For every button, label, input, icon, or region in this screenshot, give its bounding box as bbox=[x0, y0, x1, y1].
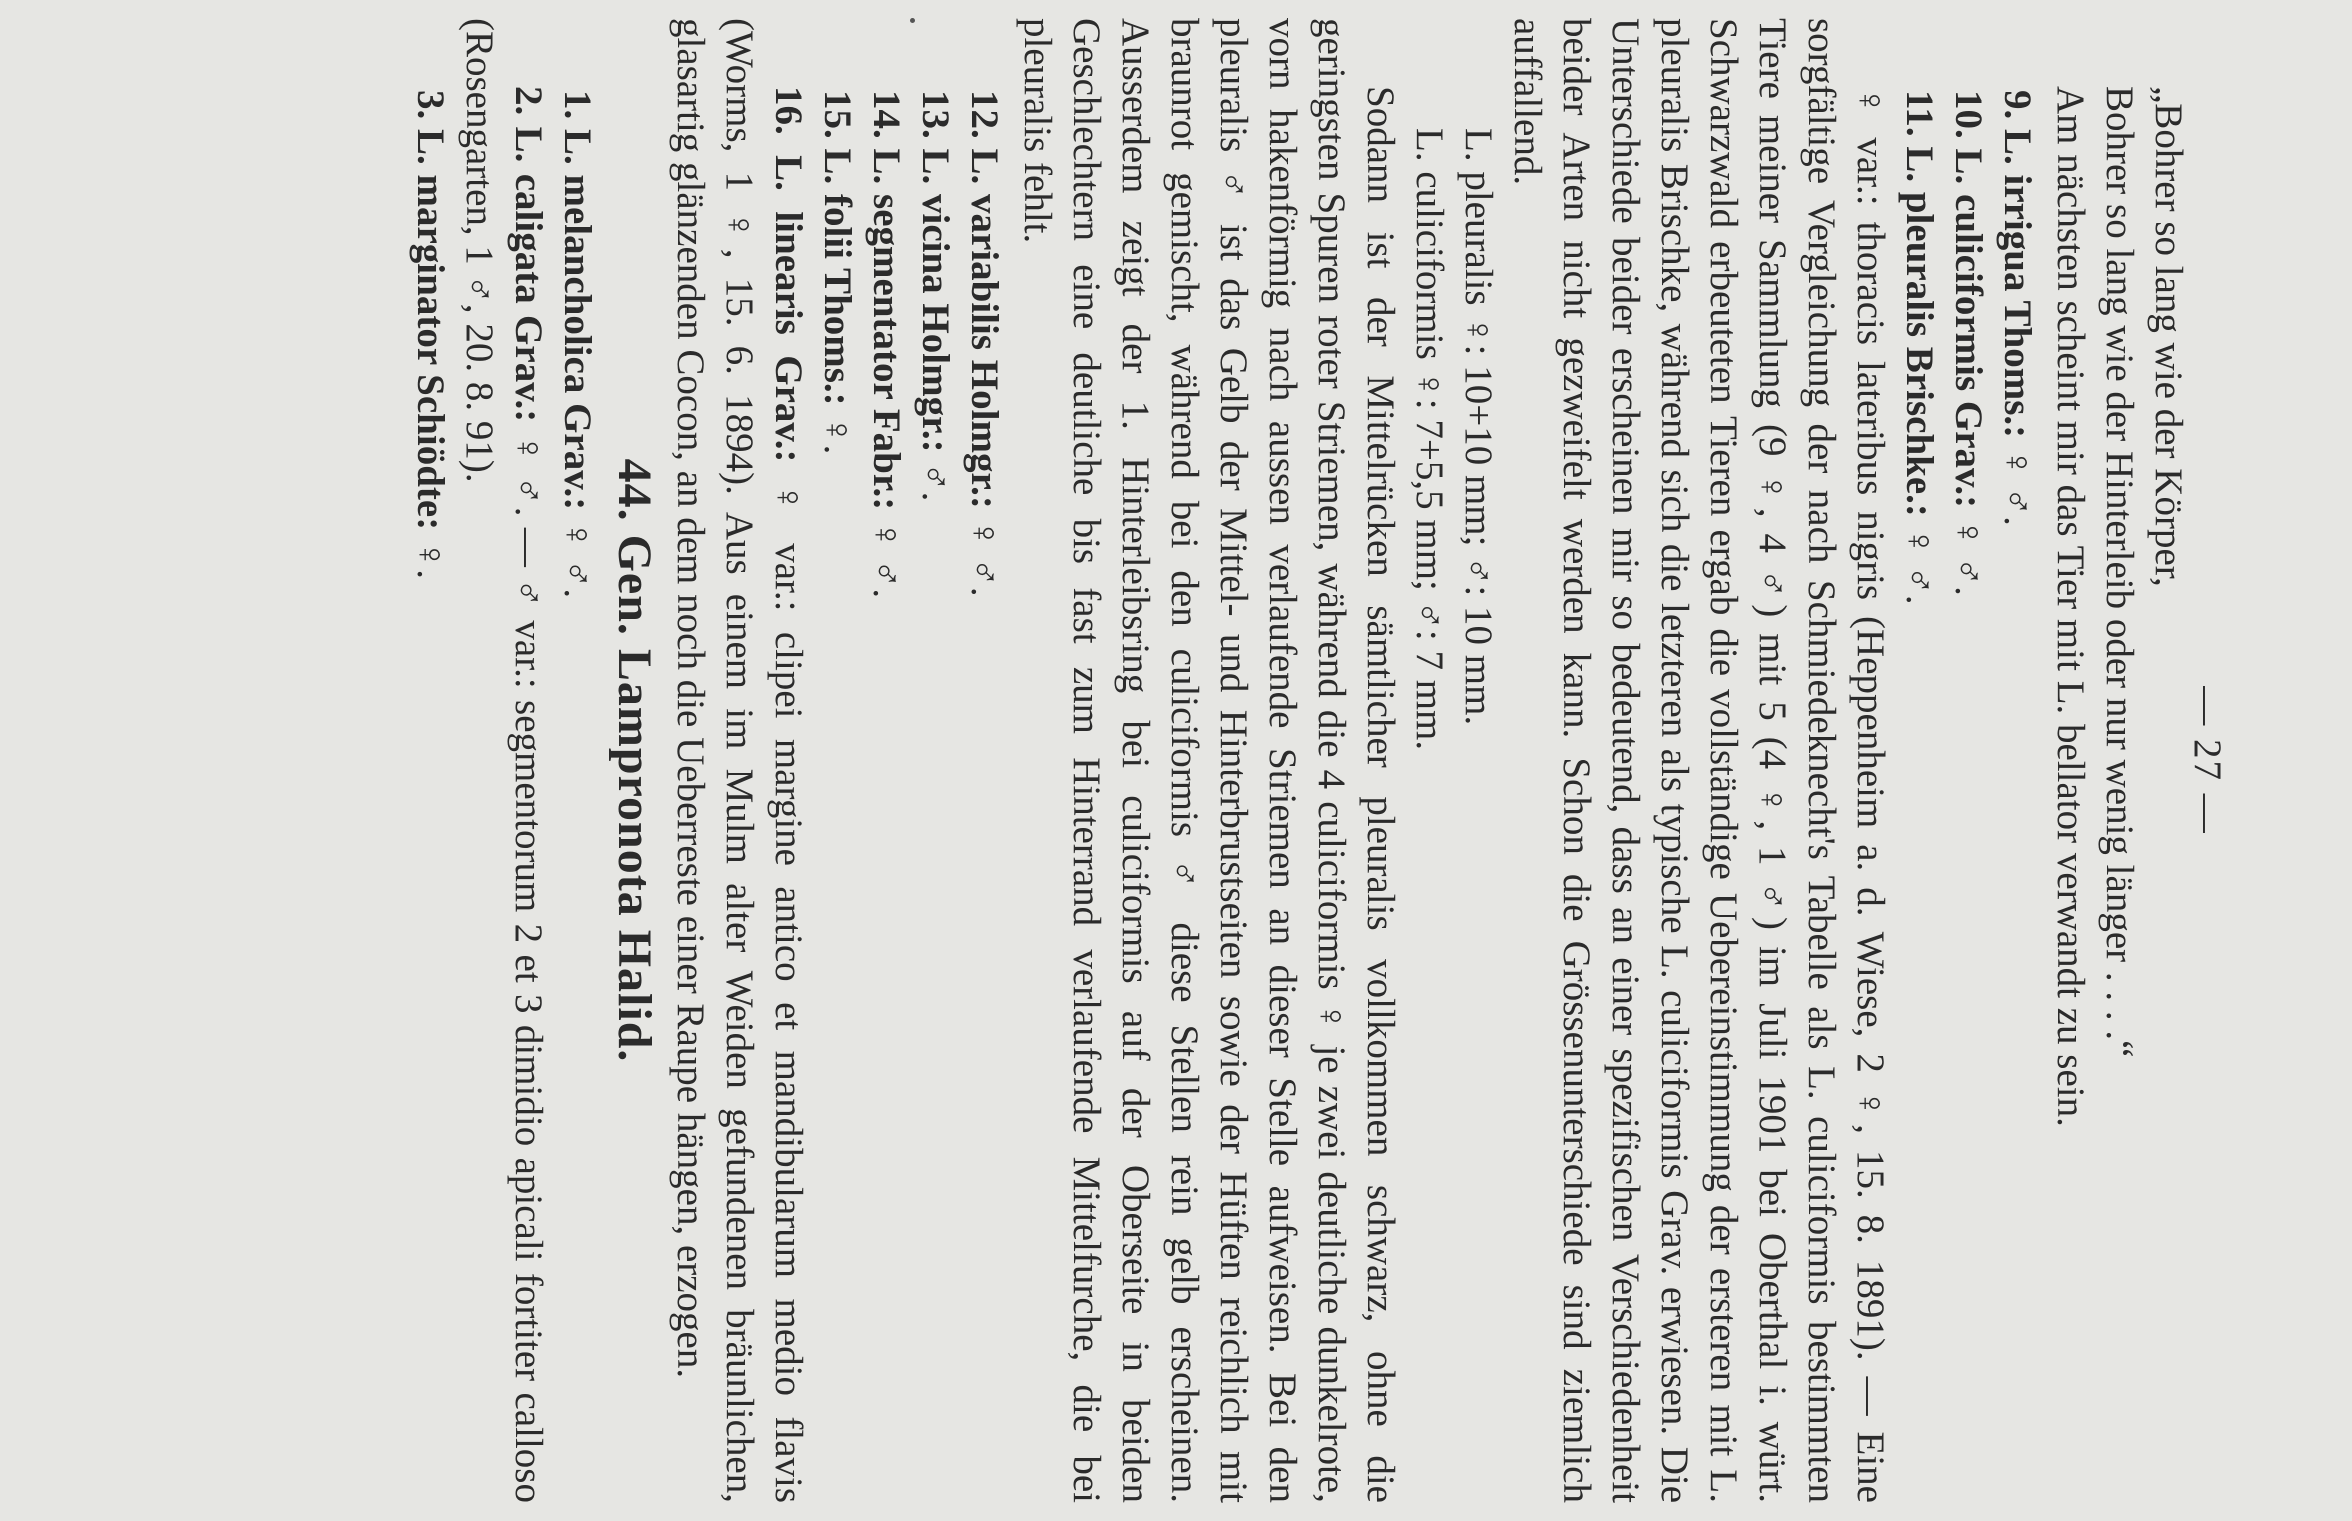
size-line-culiciformis: L. culiciformis ♀: 7+5,5 mm; ♂: 7 mm. bbox=[1408, 128, 1451, 751]
quote-line-2: Bohrer so lang wie der Hinterleib oder nur wenig länger . . . .“ bbox=[2098, 86, 2141, 1058]
genus-heading: 44. Gen. Lampronota Halid. bbox=[608, 458, 661, 1063]
species-sex: ♀ ♂. bbox=[1996, 447, 2039, 526]
species-number: 16. bbox=[767, 86, 810, 135]
species-name: L. melancholica Grav.: bbox=[556, 129, 599, 511]
species-sex: ♀ ♂. bbox=[1898, 526, 1941, 605]
species-name: L. folii Thoms.: bbox=[816, 148, 859, 406]
species-number: 15. bbox=[816, 90, 859, 139]
species-sex: ♂. bbox=[914, 462, 957, 502]
species-name: L. marginator Schiödte: bbox=[409, 129, 452, 531]
species-name: L. segmentator Fabr.: bbox=[865, 148, 908, 511]
species-sex: ♀ ♂. bbox=[1947, 517, 1990, 596]
species-entry bbox=[1944, 18, 1993, 1503]
species-text: ♀. bbox=[409, 539, 452, 579]
intro-paragraph: Am nächsten scheint mir das Tier mit L. bellator verwandt zu sein. bbox=[2049, 86, 2092, 1127]
species-number: 11. bbox=[1898, 90, 1941, 137]
rotated-page bbox=[82, 18, 2232, 1503]
species-entry bbox=[960, 18, 1009, 1503]
species-entry bbox=[455, 18, 553, 1503]
page-number: — 27 — bbox=[2186, 686, 2229, 835]
species-entry bbox=[1895, 18, 1944, 1503]
species-number: 1. bbox=[556, 90, 599, 120]
species-name: L. linearis Grav.: bbox=[767, 155, 810, 463]
linearis-paragraph bbox=[666, 18, 813, 1503]
size-line-pleuralis: L. pleuralis ♀: 10+10 mm; ♂: 10 mm. bbox=[1457, 128, 1500, 726]
species-sex: ♀ ♂. bbox=[865, 520, 908, 599]
species-entry bbox=[406, 18, 455, 1503]
species-number: 12. bbox=[963, 90, 1006, 139]
species-number: 2. bbox=[507, 86, 550, 116]
species-sex: ♀. bbox=[816, 415, 859, 455]
quote-line-1: „Bohrer so lang wie der Körper, bbox=[2147, 86, 2190, 587]
species-number: 3. bbox=[409, 90, 452, 120]
species-name: L. vicina Holmgr.: bbox=[914, 148, 957, 453]
species-text: ♀ ♂. — ♂ var.: segmentorum 2 et 3 dimidio apicali fortiter calloso (Rosengarten, 1 ♂, 20. 8. 91). bbox=[458, 18, 550, 1503]
species-name: L. variabilis Holmgr.: bbox=[963, 148, 1006, 509]
species-entry bbox=[553, 18, 602, 1503]
species-number: 10. bbox=[1947, 90, 1990, 139]
species-sex: ♀ ♂. bbox=[963, 518, 1006, 597]
comparison-paragraph: Sodann ist der Mittelrücken sämtlicher pleuralis vollkommen schwarz, ohne die geringsten Spuren roter Striemen, während die 4 culiciformis ♀ je zwei deutliche dunkelrote, vorn hakenförmig nach aussen verlaufende Striemen an dieser Stelle aufweisen. Bei den pleuralis ♂ ist das Gelb der Mittel- und Hinterbrustseiten sowie der Hüften reichlich mit braunrot gemischt, während bei den culiciformis ♂ diese Stellen rein gelb erscheinen. Ausserdem zeigt der 1. Hinterleibsring bei culiciformis auf der Oberseite in beiden Geschlechtern eine deutliche bis fast zum Hinterrand verlaufende Mittelfurche, die bei pleuralis fehlt. bbox=[1016, 18, 1402, 1503]
species-name: L. culiciformis Grav.: bbox=[1947, 148, 1990, 509]
species-name: L. irrigua Thoms.: bbox=[1996, 129, 2039, 439]
species-number: 14. bbox=[865, 90, 908, 139]
species-entry bbox=[862, 18, 911, 1503]
species-entry bbox=[911, 18, 960, 1503]
species-number: 13. bbox=[914, 90, 957, 139]
species-name: L. pleuralis Brischke.: bbox=[1898, 146, 1941, 517]
linearis-text: ♀ var.: clipei margine antico et mandibularum medio flavis (Worms, 1 ♀, 15. 6. 1894). Aus einem im Mulm alter Weiden gefundenen bräunlichen, glasartig glänzenden Cocon, an dem noch die Ueberreste einer Raupe hängen, erzogen. bbox=[669, 18, 810, 1504]
species-name: L. caligata Grav.: bbox=[507, 126, 550, 423]
species-number: 9. bbox=[1996, 90, 2039, 120]
pleuralis-paragraph: ♀ var.: thoracis lateribus nigris (Heppenheim a. d. Wiese, 2 ♀, 15. 8. 1891). — Eine sorgfältige Vergleichung der nach Schmiedeknecht's Tabelle als L. culiciformis bestimmten Tiere meiner Sammlung (9 ♀, 4 ♂) mit 5 (4 ♀, 1 ♂) im Juli 1901 bei Oberthal i. würt. Schwarzwald erbeuteten Tieren ergab die vollständige Uebereinstimmung der ersteren mit L. pleuralis Brischke, während sich die letzteren als typische L. culiciformis Grav. erwiesen. Die Unterschiede beider erscheinen mir so bedeutend, dass an einer spezifischen Verschiedenheit beider Arten nicht gezweifelt werden kann. Schon die Grössenunterschiede sind ziemlich auffallend. bbox=[1506, 18, 1892, 1503]
species-text: ♀ ♂. bbox=[556, 520, 599, 599]
species-entry bbox=[1993, 18, 2042, 1503]
species-entry bbox=[813, 18, 862, 1503]
